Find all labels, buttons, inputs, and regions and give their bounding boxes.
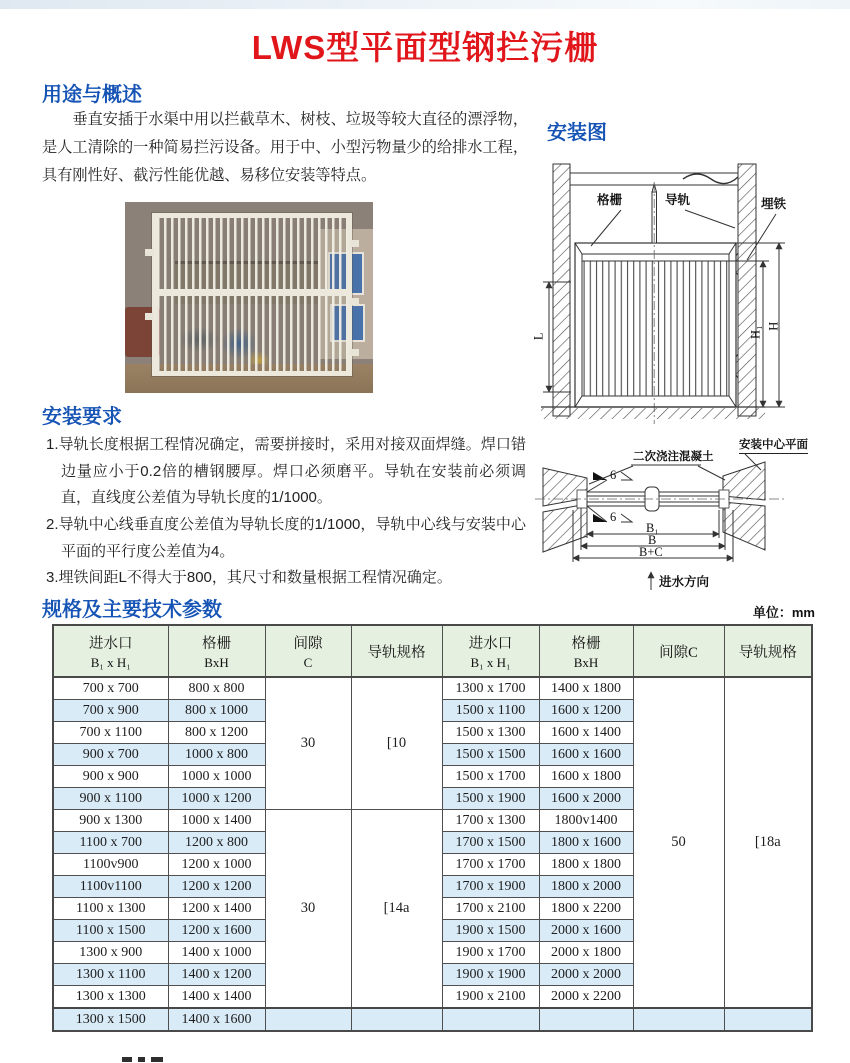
plan-label-center-plane: 安装中心平面 xyxy=(739,440,808,454)
specs-table xyxy=(52,624,813,1032)
table-cell: 1600 x 1200 xyxy=(539,700,633,722)
table-cell: 1800 x 1800 xyxy=(539,854,633,876)
table-cell: 1100 x 700 xyxy=(53,832,168,854)
table-cell: 1000 x 1200 xyxy=(168,788,265,810)
table-cell: 900 x 1100 xyxy=(53,788,168,810)
table-cell: [10 xyxy=(351,677,442,810)
table-cell: 700 x 1100 xyxy=(53,722,168,744)
table-cell: 1800 x 2000 xyxy=(539,876,633,898)
overview-paragraph: 垂直安插于水渠中用以拦截草木、树枝、垃圾等较大直径的漂浮物，是人工清除的一种简易拦污设备。用于中、小型污物量少的给排水工程，具有刚性好、截污性能优越、易移位安装等特点。 xyxy=(42,111,529,185)
table-cell: 1400 x 1200 xyxy=(168,964,265,986)
front-label-rail: 导轨 xyxy=(665,193,691,207)
column-header: 导轨规格 xyxy=(351,625,442,677)
table-cell: 1800 x 1600 xyxy=(539,832,633,854)
table-cell: 2000 x 2200 xyxy=(539,986,633,1009)
requirements-heading: 安装要求 xyxy=(42,406,122,428)
unit-label: 单位：mm xyxy=(752,605,815,620)
table-cell: 1000 x 1400 xyxy=(168,810,265,832)
overview-heading: 用途与概述 xyxy=(42,84,142,106)
table-cell xyxy=(442,1008,539,1031)
table-cell: 700 x 900 xyxy=(53,700,168,722)
photo-grid-lug xyxy=(350,349,359,356)
column-header: 进水口 B₁ x H₁ xyxy=(53,625,168,677)
table-cell: 1200 x 1200 xyxy=(168,876,265,898)
table-cell: 1100 x 1500 xyxy=(53,920,168,942)
photo-grid-middle-bar xyxy=(152,289,352,296)
page-title: LWS型平面型钢拦污栅 xyxy=(251,29,599,66)
table-cell: 1700 x 1300 xyxy=(442,810,539,832)
table-cell: 1900 x 1900 xyxy=(442,964,539,986)
table-cell: 1200 x 1000 xyxy=(168,854,265,876)
table-cell: 1600 x 1400 xyxy=(539,722,633,744)
table-cell: 1200 x 800 xyxy=(168,832,265,854)
plan-dim-b1: B₁ xyxy=(646,521,659,535)
table-cell xyxy=(539,1008,633,1031)
table-cell xyxy=(351,1008,442,1031)
table-cell: 1100v900 xyxy=(53,854,168,876)
table-cell: 2000 x 2000 xyxy=(539,964,633,986)
table-cell: 1200 x 1600 xyxy=(168,920,265,942)
table-cell: 1400 x 1800 xyxy=(539,677,633,700)
table-cell: 1700 x 1700 xyxy=(442,854,539,876)
column-header: 间隙 C xyxy=(265,625,351,677)
table-cell: 1500 x 1500 xyxy=(442,744,539,766)
page-top-edge xyxy=(0,0,850,9)
table-cell: 1900 x 1500 xyxy=(442,920,539,942)
photo-grid-lug xyxy=(350,240,359,247)
specs-heading: 规格及主要技术参数 xyxy=(42,599,222,621)
table-cell xyxy=(633,1008,724,1031)
table-cell: 1800 x 2200 xyxy=(539,898,633,920)
table-cell: 1300 x 1500 xyxy=(53,1008,168,1031)
table-cell: 1700 x 1500 xyxy=(442,832,539,854)
table-cell: 2000 x 1800 xyxy=(539,942,633,964)
table-cell xyxy=(265,1008,351,1031)
plan-weld-size-bottom: 6 xyxy=(610,510,617,524)
table-cell: 50 xyxy=(633,677,724,1008)
installation-front-view-drawing xyxy=(533,158,845,434)
installation-plan-view-drawing xyxy=(533,440,845,600)
table-cell: [18a xyxy=(724,677,812,1008)
front-label-grate: 格栅 xyxy=(597,193,623,207)
table-cell: 1900 x 2100 xyxy=(442,986,539,1009)
column-header: 间隙C xyxy=(633,625,724,677)
column-header: 导轨规格 xyxy=(724,625,812,677)
table-cell: 900 x 700 xyxy=(53,744,168,766)
table-cell: 1300 x 1100 xyxy=(53,964,168,986)
table-cell: 1900 x 1700 xyxy=(442,942,539,964)
table-cell: 1100v1100 xyxy=(53,876,168,898)
table-cell: 1400 x 1600 xyxy=(168,1008,265,1031)
column-header: 格栅 BxH xyxy=(539,625,633,677)
table-cell: 1100 x 1300 xyxy=(53,898,168,920)
table-cell: 1300 x 900 xyxy=(53,942,168,964)
table-cell: 1700 x 2100 xyxy=(442,898,539,920)
table-cell: 800 x 800 xyxy=(168,677,265,700)
product-photo xyxy=(125,202,373,393)
table-row xyxy=(53,677,812,700)
table-cell: 30 xyxy=(265,677,351,810)
plan-label-flow-direction: 进水方向 xyxy=(659,575,710,589)
table-row xyxy=(53,1008,812,1031)
requirements-list xyxy=(46,432,526,592)
photo-trash-rack-grid xyxy=(152,213,352,375)
table-cell: 1500 x 1100 xyxy=(442,700,539,722)
table-cell: 1600 x 1800 xyxy=(539,766,633,788)
requirement-item: 1.导轨长度根据工程情况确定，需要拼接时，采用对接双面焊缝。焊口错边量应小于0.2倍的槽钢腰厚。焊口必须磨平。导轨在安装前必须调直，直线度公差值为导轨长度的1/1000。 xyxy=(46,436,526,507)
table-cell: 1000 x 800 xyxy=(168,744,265,766)
table-cell: 1600 x 1600 xyxy=(539,744,633,766)
table-cell: 800 x 1000 xyxy=(168,700,265,722)
table-cell: 900 x 900 xyxy=(53,766,168,788)
table-cell: 900 x 1300 xyxy=(53,810,168,832)
table-cell: 1800v1400 xyxy=(539,810,633,832)
plan-dim-bc: B+C xyxy=(639,545,663,559)
requirement-item: 2.导轨中心线垂直度公差值为导轨长度的1/1000，导轨中心线与安装中心平面的平行度公差值为4。 xyxy=(46,516,526,560)
requirement-item: 3.埋铁间距L不得大于800，其尺寸和数量根据工程情况确定。 xyxy=(46,569,452,587)
table-cell: 1400 x 1000 xyxy=(168,942,265,964)
table-cell: 1500 x 1300 xyxy=(442,722,539,744)
table-cell: 1600 x 2000 xyxy=(539,788,633,810)
table-cell: 30 xyxy=(265,810,351,1009)
table-cell: 1500 x 1900 xyxy=(442,788,539,810)
table-cell: 2000 x 1600 xyxy=(539,920,633,942)
table-cell: 1300 x 1700 xyxy=(442,677,539,700)
table-cell: 1500 x 1700 xyxy=(442,766,539,788)
table-cell: 800 x 1200 xyxy=(168,722,265,744)
front-label-embedded-iron: 埋铁 xyxy=(761,197,787,211)
table-cell: 1700 x 1900 xyxy=(442,876,539,898)
photo-grid-lug xyxy=(145,313,154,320)
table-cell: [14a xyxy=(351,810,442,1009)
column-header: 进水口 B₁ x H₁ xyxy=(442,625,539,677)
front-dim-h1: H₁ xyxy=(748,325,763,339)
plan-weld-size-top: 6 xyxy=(610,468,617,482)
table-cell: 1400 x 1400 xyxy=(168,986,265,1009)
front-dim-h: H xyxy=(766,321,781,331)
front-dim-l: L xyxy=(531,332,546,341)
footer-cutoff-marks xyxy=(122,1057,169,1063)
plan-label-secondary-concrete: 二次浇注混凝土 xyxy=(633,451,714,463)
table-cell: 1000 x 1000 xyxy=(168,766,265,788)
table-cell: 1200 x 1400 xyxy=(168,898,265,920)
column-header: 格栅 BxH xyxy=(168,625,265,677)
photo-grid-lug xyxy=(350,298,359,305)
plan-dim-b: B xyxy=(648,533,657,547)
photo-grid-lug xyxy=(145,249,154,256)
table-cell: 1300 x 1300 xyxy=(53,986,168,1009)
installation-diagram-heading: 安装图 xyxy=(547,122,607,144)
table-cell xyxy=(724,1008,812,1031)
table-cell: 700 x 700 xyxy=(53,677,168,700)
